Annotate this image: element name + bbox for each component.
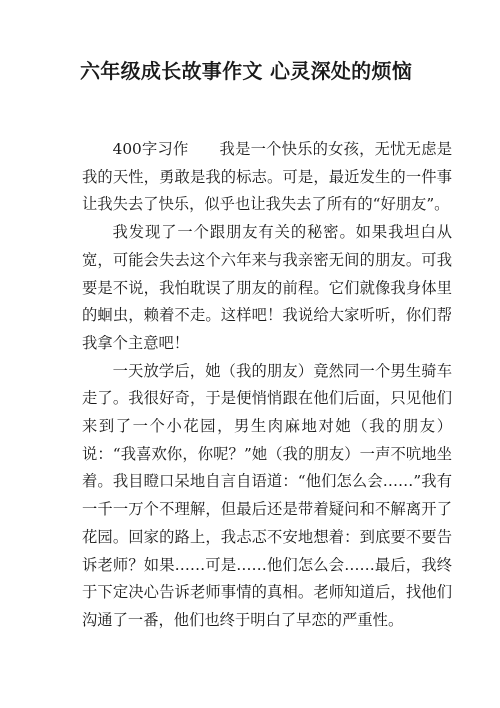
paragraph-1: 400字习作 我是一个快乐的女孩，无忧无虑是我的天性，勇敢是我的标志。可是，最近发生的一件事让我失去了快乐，似乎也让我失去了所有的“好朋友”。 bbox=[82, 140, 452, 214]
article-body bbox=[82, 136, 452, 635]
paragraph-3: 一天放学后，她（我的朋友）竟然同一个男生骑车走了。我很好奇，于是便悄悄跟在他们后面，只见他们来到了一个小花园，男生肉麻地对她（我的朋友）说：“我喜欢你，你呢？”她（我的朋友）一声不吭地坐着。我目瞪口呆地自言自语道：“他们怎么会……”我有一千一万个不理解，但最后还是带着疑问和不解离开了花园。回家的路上，我忐忑不安地想着：到底要不要告诉老师？如果……可是……他们怎么会……最后，我终于下定决心告诉老师事情的真相。老师知道后，找他们沟通了一番，他们也终于明白了早恋的严重性。 bbox=[82, 361, 452, 629]
paragraph-2: 我发现了一个跟朋友有关的秘密。如果我坦白从宽，可能会失去这个六年来与我亲密无间的朋友。可我要是不说，我怕耽误了朋友的前程。它们就像我身体里的蛔虫，赖着不走。这样吧！我说给大家听听，你们帮我拿个主意吧！ bbox=[82, 223, 452, 352]
article-title: 六年级成长故事作文 心灵深处的烦恼 bbox=[80, 59, 413, 83]
